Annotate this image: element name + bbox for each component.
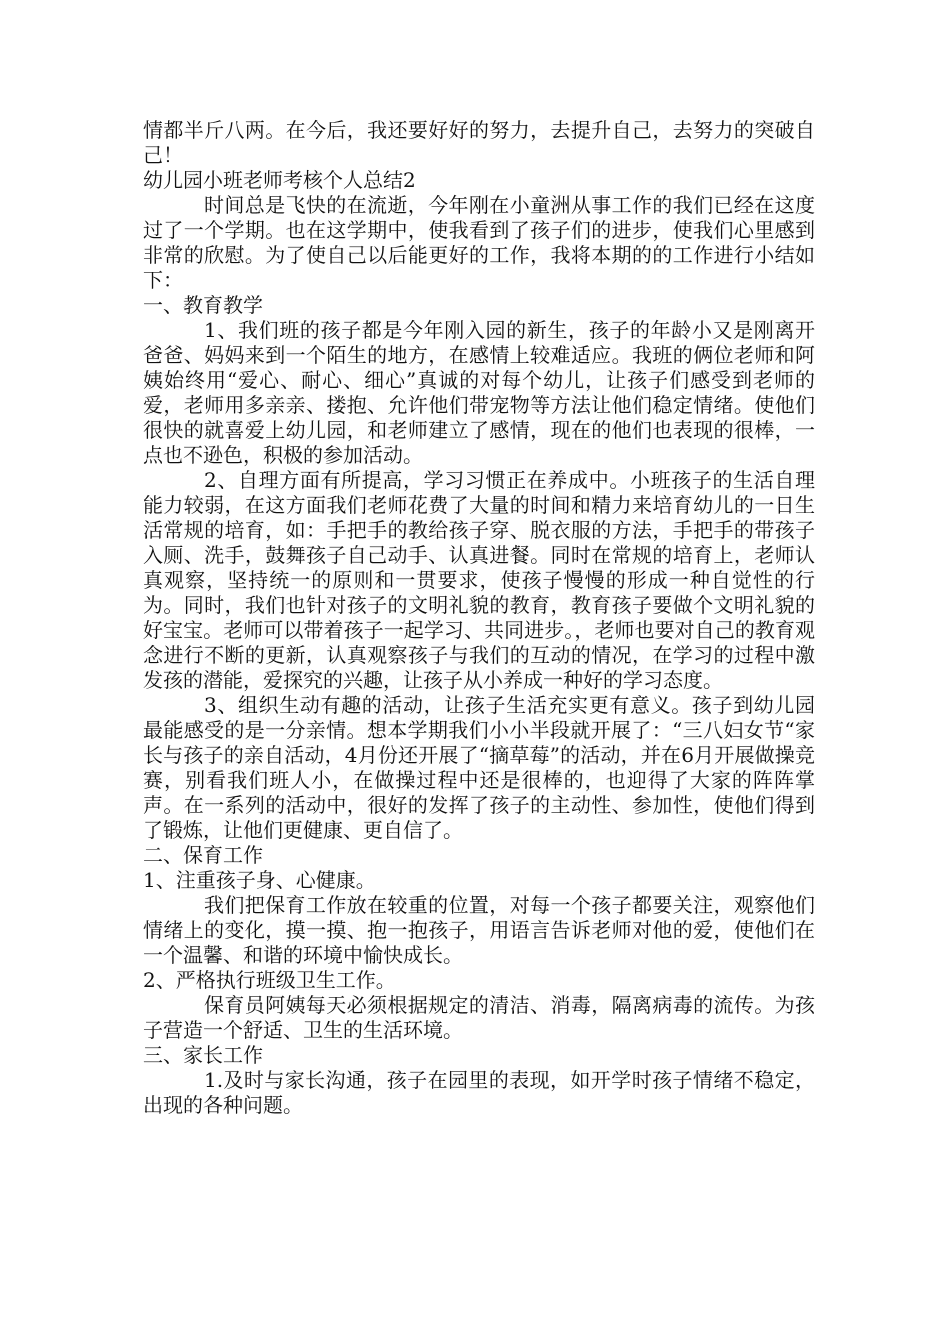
heading-education: 一、教育教学: [143, 293, 263, 317]
subheading-care-2: 2、严格执行班级卫生工作。: [143, 968, 396, 992]
paragraph-parents-1: 1.及时与家长沟通，孩子在园里的表现，如开学时孩子情绪不稳定，出现的各种问题。: [143, 1068, 815, 1117]
document-body: [143, 118, 815, 1118]
paragraph-education-1: 1、我们班的孩子都是今年刚入园的新生，孩子的年龄小又是刚离开爸爸、妈妈来到一个陌生的地方，在感情上较难适应。我班的俩位老师和阿姨始终用“爱心、耐心、细心”真诚的对每个幼儿，让孩子们感受到老师的爱，老师用多亲亲、搂抱、允许他们带宠物等方法让他们稳定情绪。使他们很快的就喜爱上幼儿园，和老师建立了感情，现在的他们也表现的很棒，一点也不逊色，积极的参加活动。: [143, 318, 815, 467]
heading-parents: 三、家长工作: [143, 1043, 263, 1067]
paragraph-continuation: 情都半斤八两。在今后，我还要好好的努力，去提升自己，去努力的突破自己！: [143, 118, 815, 167]
heading-care: 二、保育工作: [143, 843, 263, 867]
intro-paragraph: 时间总是飞快的在流逝，今年刚在小童洲从事工作的我们已经在这度过了一个学期。也在这学期中，使我看到了孩子们的进步，使我们心里感到非常的欣慰。为了使自己以后能更好的工作，我将本期的的工作进行小结如下：: [143, 193, 815, 292]
subheading-care-1: 1、注重孩子身、心健康。: [143, 868, 376, 892]
paragraph-care-1: 我们把保育工作放在较重的位置，对每一个孩子都要关注，观察他们情绪上的变化，摸一摸、抱一抱孩子，用语言告诉老师对他的爱，使他们在一个温馨、和谐的环境中愉快成长。: [143, 893, 815, 967]
paragraph-education-3: 3、组织生动有趣的活动，让孩子生活充实更有意义。孩子到幼儿园最能感受的是一分亲情。想本学期我们小小半段就开展了：“三八妇女节“家长与孩子的亲自活动，4月份还开展了“摘草莓”的活动，并在6月开展做操竞赛，别看我们班人小，在做操过程中还是很棒的，也迎得了大家的阵阵掌声。在一系列的活动中，很好的发挥了孩子的主动性、参加性，使他们得到了锻炼，让他们更健康、更自信了。: [143, 693, 815, 842]
paragraph-care-2: 保育员阿姨每天必须根据规定的清洁、消毒，隔离病毒的流传。为孩子营造一个舒适、卫生的生活环境。: [143, 993, 815, 1042]
section-title: 幼儿园小班老师考核个人总结2: [143, 168, 416, 192]
paragraph-education-2: 2、自理方面有所提高，学习习惯正在养成中。小班孩子的生活自理能力较弱，在这方面我们老师花费了大量的时间和精力来培育幼儿的一日生活常规的培育，如：手把手的教给孩子穿、脱衣服的方法，手把手的带孩子入厕、洗手，鼓舞孩子自己动手、认真进餐。同时在常规的培育上，老师认真观察，坚持统一的原则和一贯要求，使孩子慢慢的形成一种自觉性的行为。同时，我们也针对孩子的文明礼貌的教育，教育孩子要做个文明礼貌的好宝宝。老师可以带着孩子一起学习、共同进步。，老师也要对自己的教育观念进行不断的更新，认真观察孩子与我们的互动的情况，在学习的过程中激发孩的潜能，爱探究的兴趣，让孩子从小养成一种好的学习态度。: [143, 468, 815, 692]
